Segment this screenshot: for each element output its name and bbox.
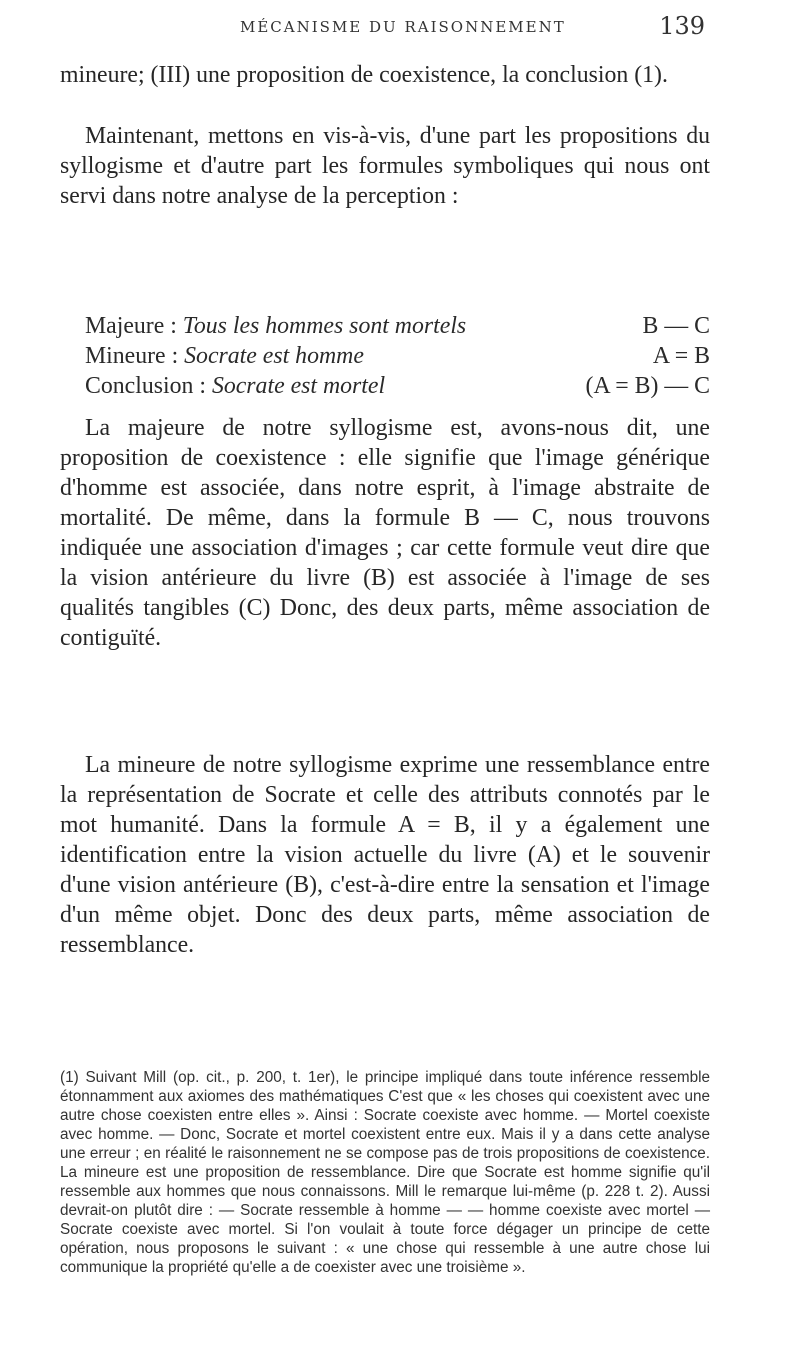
- syllogism-proposition: Socrate est homme: [184, 343, 364, 369]
- syllogism-label: Conclusion :: [85, 373, 206, 399]
- paragraph-1-block: [60, 413, 710, 653]
- top-paragraph: mineure; (III) une proposition de coexistence, la conclusion (1).: [60, 62, 668, 88]
- syllogism-table: [85, 311, 710, 401]
- syllogism-proposition: Tous les hommes sont mortels: [182, 313, 467, 339]
- syllogism-label: Mineure :: [85, 343, 179, 369]
- syllogism-statement: [85, 371, 385, 401]
- paragraph-2-block: [60, 750, 710, 960]
- top-paragraph-block: [60, 60, 710, 90]
- intro-paragraph: Maintenant, mettons en vis-à-vis, d'une part les propositions du syllogisme et d'autre part les formules symboliques qui nous ont servi dans notre analyse de la perception :: [60, 123, 710, 209]
- paragraph-mineure: La mineure de notre syllogisme exprime une ressemblance entre la représentation de Socrate et celle des attributs connotés par le mot humanité. Dans la formule A = B, il y a également une identification entre la vision actuelle du livre (A) et le souvenir d'une vision antérieure (B), c'est-à-dire entre la sensation et l'image d'un même objet. Donc des deux parts, même association de ressemblance.: [60, 752, 710, 958]
- syllogism-row-conclusion: [85, 371, 710, 401]
- paragraph-majeure: La majeure de notre syllogisme est, avons-nous dit, une proposition de coexistence : elle signifie que l'image générique d'homme est associée, dans notre esprit, à l'image abstraite de mortalité. De même, dans la formule B — C, nous trouvons indiquée une association d'images ; car cette formule veut dire que la vision antérieure du livre (B) est associée à l'image de ses qualités tangibles (C) Donc, des deux parts, même association de contiguïté.: [60, 415, 710, 651]
- footnote: [60, 1068, 710, 1277]
- syllogism-proposition: Socrate est mortel: [211, 373, 386, 399]
- intro-paragraph-block: [60, 121, 710, 211]
- syllogism-formula: A = B: [652, 343, 710, 369]
- page-header: [240, 8, 705, 48]
- syllogism-label: Majeure :: [85, 313, 177, 339]
- footnote-text: (1) Suivant Mill (op. cit., p. 200, t. 1er), le principe impliqué dans toute inférence ressemble étonnamment aux axiomes des mathématiques C'est que « les choses qui coexistent avec une autre chose coexisten entre elles ». Ainsi : Socrate coexiste avec homme. — Mortel coexiste avec homme. — Donc, Socrate et mortel coexistent entre eux. Mais il y a dans cette analyse une erreur ; en réalité le raisonnement ne se compose pas de trois propositions de coexistence. La mineure est une proposition de ressemblance. Dire que Socrate est homme signifie qu'il ressemble aux hommes que nous connaissons. Mill le remarque lui-même (p. 228 t. 2). Aussi devrait-on plutôt dire : — Socrate ressemble à homme — — homme coexiste avec mortel — Socrate coexiste avec mortel. Si l'on voulait à toute force dégager un principe de cette opération, nous proposons le suivant : « une chose qui ressemble à une autre chose lui communique la propriété qu'elle a de coexister avec une troisième ».: [60, 1069, 710, 1276]
- syllogism-row-majeure: [85, 311, 710, 341]
- syllogism-formula: (A = B) — C: [585, 373, 710, 399]
- syllogism-formula: B — C: [642, 313, 710, 339]
- syllogism-statement: [85, 311, 466, 341]
- page-number: 139: [659, 12, 705, 40]
- syllogism-statement: [85, 341, 364, 371]
- syllogism-row-mineure: [85, 341, 710, 371]
- running-title: MÉCANISME DU RAISONNEMENT: [240, 18, 566, 36]
